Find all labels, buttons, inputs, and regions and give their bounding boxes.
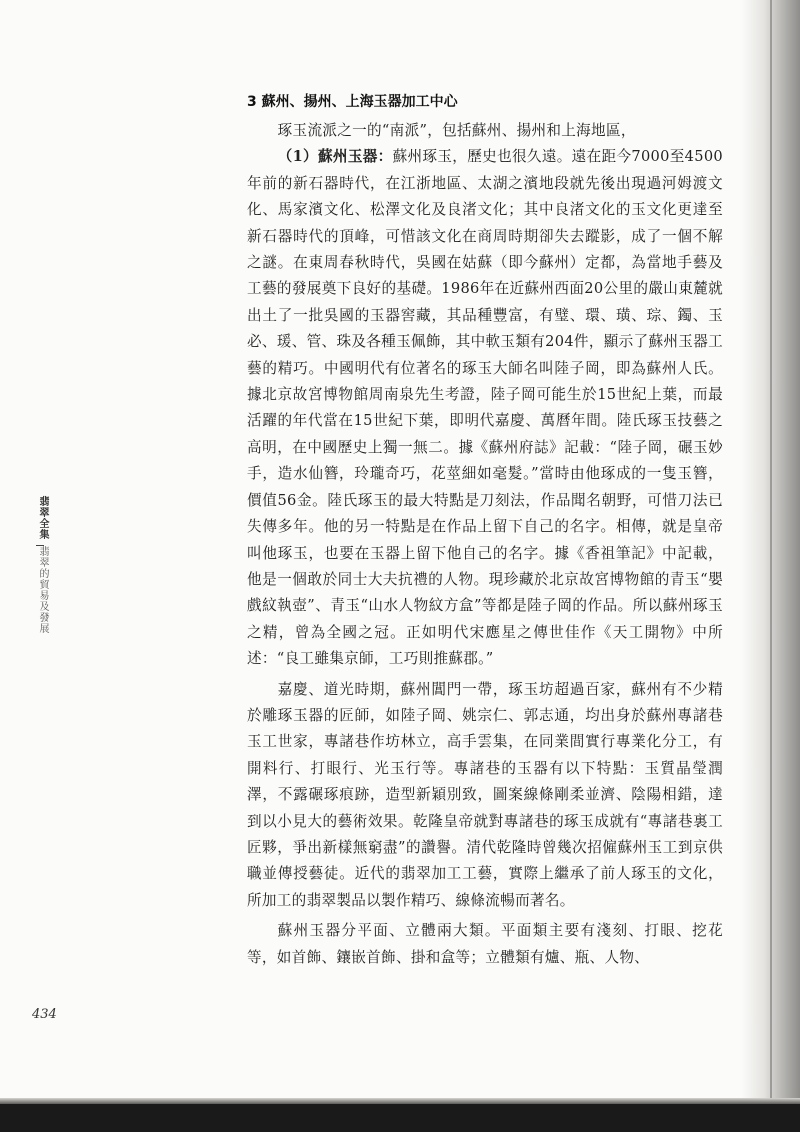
side-title-separator [36,545,44,546]
paragraph-label: （1）蘇州玉器： [277,148,393,166]
series-title: 翡翠全集 [37,496,48,540]
paragraph-zhuanzhu-lane: 嘉慶、道光時期，蘇州閶門一帶，琢玉坊超過百家，蘇州有不少精於雕琢玉器的匠師，如陸子岡、姚宗仁、郭志通，均出身於蘇州專諸巷玉工世家，專諸巷作坊林立，高手雲集，在同業間實行專業化分工，有開料行、打眼行、光玉行等。專諸巷的玉器有以下特點：玉質晶瑩潤澤，不露碾琢痕跡，造型新穎別致，圖案線條剛柔並濟、陰陽相錯，達到以小見大的藝術效果。乾隆皇帝就對專諸巷的琢玉成就有“專諸巷裏工匠夥，爭出新樣無窮盡”的讚譽。清代乾隆時曾幾次招僱蘇州玉工到京供職並傳授藝徒。近代的翡翠加工工藝，實際上繼承了前人琢玉的文化，所加工的翡翠製品以製作精巧、線條流暢而著名。 [247,680,723,909]
paragraph-text: 蘇州琢玉，歷史也很久遠。遠在距今7000至4500年前的新石器時代，在江浙地區、太湖之濱地段就先後出現過河姆渡文化、馬家濱文化、松澤文化及良渚文化；其中良渚文化的玉文化更達至新石器時代的頂峰，可惜該文化在商周時期卻失去蹤影，成了一個不解之謎。在東周春秋時代，吳國在姑蘇（即今蘇州）定都，為當地手藝及工藝的發展奠下良好的基礎。1986年在近蘇州西面20公里的嚴山東麓就出土了一批吳國的玉器窖藏，其品種豐富，有璧、環、璜、琮、鐲、玉必、瑗、管、珠及各種玉佩飾，其中軟玉類有204件，顯示了蘇州玉器工藝的精巧。中國明代有位著名的琢玉大師名叫陸子岡，即為蘇州人氏。據北京故宮博物館周南泉先生考證，陸子岡可能生於15世紀上葉，而最活躍的年代當在15世紀下葉，即明代嘉慶、萬曆年間。陸氏琢玉技藝之高明，在中國歷史上獨一無二。據《蘇州府誌》記載：“陸子岡，碾玉妙手，造水仙簪，玲瓏奇巧，花莖細如毫髮。”當時由他琢成的一隻玉簪，價值56金。陸氏琢玉的最大特點是刀刻法，作品聞名朝野，可惜刀法已失傳多年。他的另一特點是在作品上留下自己的名字。相傳，就是皇帝叫他琢玉，也要在玉器上留下他自己的名字。據《香祖筆記》中記載，他是一個敢於同士大夫抗禮的人物。現珍藏於北京故宮博物館的青玉“嬰戲紋執壺”、青玉“山水人物紋方盒”等都是陸子岡的作品。所以蘇州琢玉之精，曾為全國之冠。正如明代宋應星之傳世佳作《天工開物》中所述：“良工雖集京師，工巧則推蘇郡。” [247,148,724,668]
paragraph-suzhou-history [247,144,723,672]
running-side-title [32,496,48,634]
binding-edge [770,0,772,1132]
paragraph-suzhou-categories: 蘇州玉器分平面、立體兩大類。平面類主要有淺刻、打眼、挖花等，如首飾、鑲嵌首飾、掛和盒等；立體類有爐、瓶、人物、 [247,922,723,966]
main-text [247,92,723,971]
chapter-title: 翡翠的貿易及發展 [37,546,48,634]
page-number: 434 [32,1007,57,1022]
section-intro: 琢玉流派之一的“南派”，包括蘇州、揚州和上海地區， [277,122,636,139]
scan-bottom-border [0,1104,800,1132]
section-heading: 3 蘇州、揚州、上海玉器加工中心 [247,94,458,110]
